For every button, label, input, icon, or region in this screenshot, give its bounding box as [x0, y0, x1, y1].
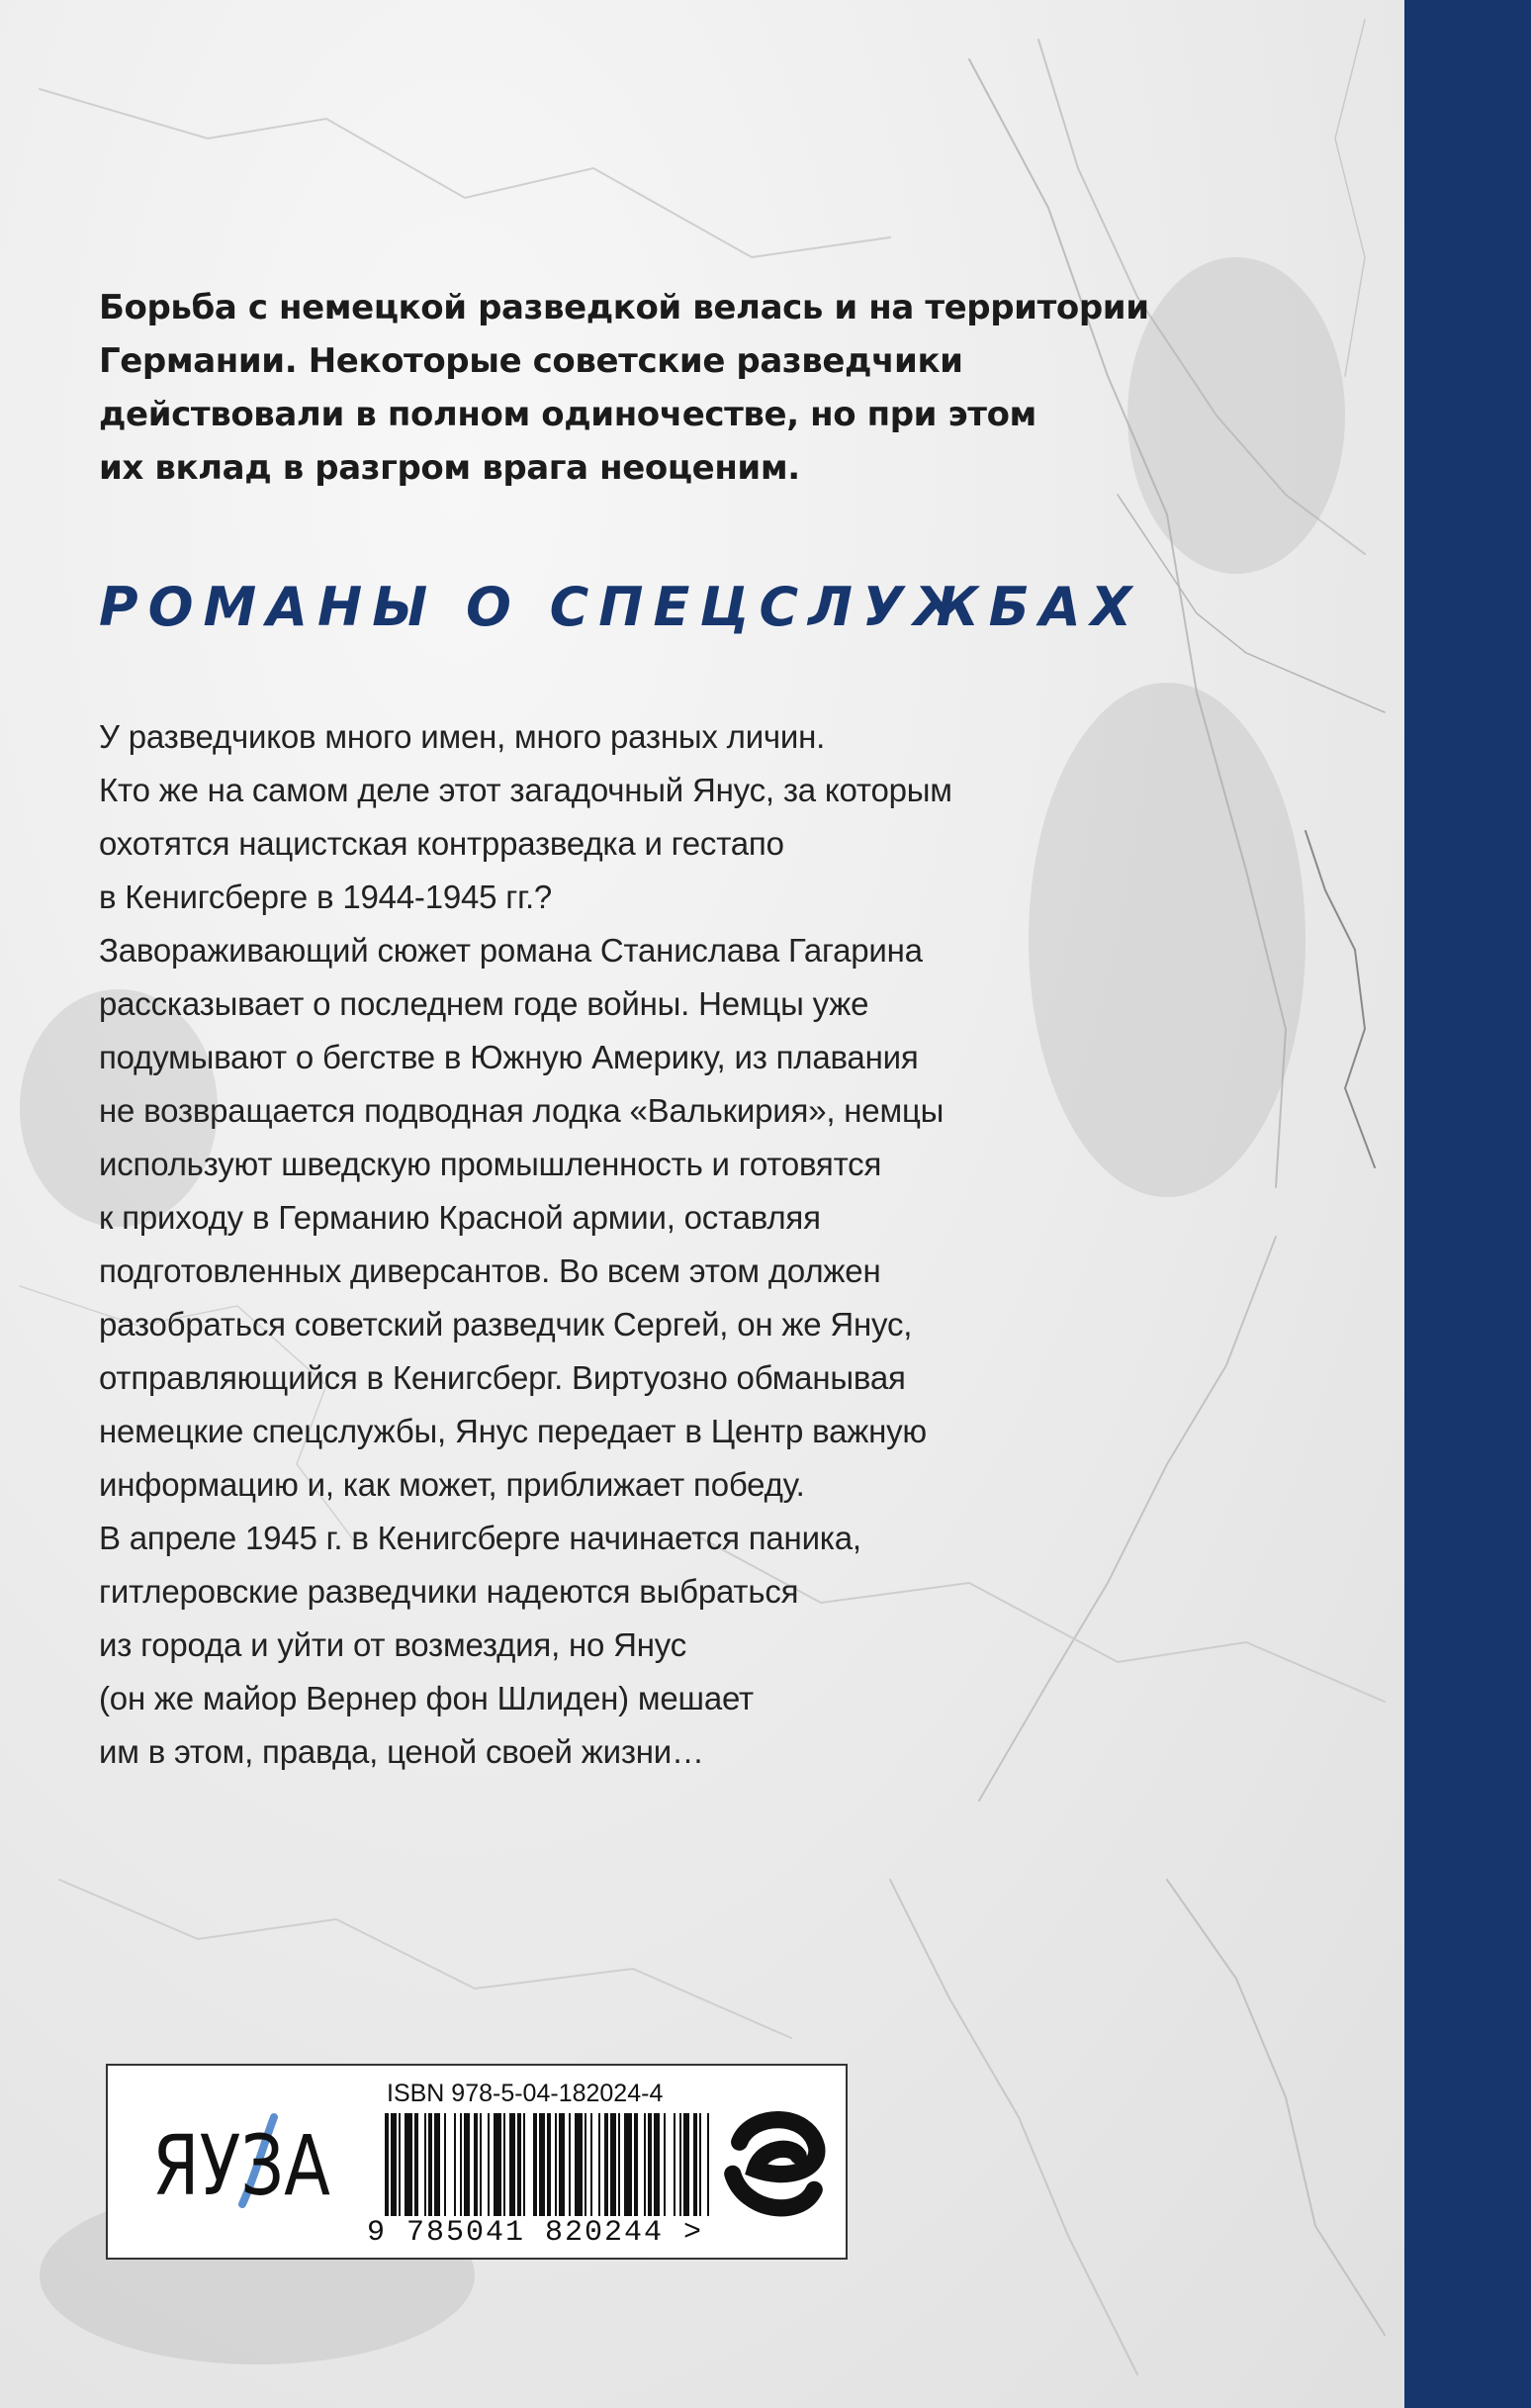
barcode-bar [533, 2113, 537, 2216]
barcode-bar [598, 2113, 600, 2216]
barcode-bar [464, 2113, 470, 2216]
spine-color-band [1404, 0, 1531, 2408]
annotation-line: У разведчиков много имен, много разных личин. [99, 718, 826, 755]
annotation-line: гитлеровские разведчики надеются выбраться [99, 1573, 799, 1610]
eksmo-logo-icon [715, 2101, 832, 2226]
annotation-line: (он же майор Вернер фон Шлиден) мешает [99, 1680, 754, 1716]
annotation-line: рассказывает о последнем годе войны. Немцы уже [99, 985, 869, 1022]
barcode-bar [494, 2113, 501, 2216]
lead-line: их вклад в разгром врага неоценим. [99, 448, 800, 488]
annotation-line: Завораживающий сюжет романа Станислава Гагарина [99, 932, 923, 969]
barcode-bar [385, 2113, 389, 2216]
barcode-bar [555, 2113, 557, 2216]
barcode-bar [523, 2113, 525, 2216]
barcode-bar [707, 2113, 709, 2216]
barcode-bar [569, 2113, 571, 2216]
barcode-bar [444, 2113, 446, 2216]
yauza-logo [147, 2109, 335, 2218]
annotation-line: в Кенигсберге в 1944-1945 гг.? [99, 879, 553, 915]
barcode-bar [399, 2113, 401, 2216]
barcode-bar [674, 2113, 675, 2216]
barcode-digits: 9 785041 820244 > [367, 2216, 704, 2250]
barcode-bar [559, 2113, 565, 2216]
annotation-line: подумывают о бегстве в Южную Америку, из плавания [99, 1039, 919, 1075]
publisher-info-box [106, 2064, 848, 2260]
barcode-bar [509, 2113, 515, 2216]
annotation-line: подготовленных диверсантов. Во всем этом должен [99, 1252, 881, 1289]
barcode-bar [474, 2113, 478, 2216]
barcode-bar [424, 2113, 426, 2216]
annotation-text [99, 710, 1088, 1779]
barcode-bar [391, 2113, 397, 2216]
barcode-icon [385, 2113, 711, 2216]
barcode-bar [654, 2113, 660, 2216]
annotation-line: разобраться советский разведчик Сергей, он же Янус, [99, 1306, 913, 1343]
barcode-bar [480, 2113, 482, 2216]
barcode-bar [585, 2113, 586, 2216]
barcode-bar [488, 2113, 490, 2216]
annotation-line: Кто же на самом деле этот загадочный Янус, за которым [99, 772, 952, 808]
barcode-bar [693, 2113, 697, 2216]
annotation-line: им в этом, правда, ценой своей жизни… [99, 1733, 704, 1770]
barcode-bar [618, 2113, 620, 2216]
annotation-line: отправляющийся в Кенигсберг. Виртуозно обманывая [99, 1359, 906, 1396]
barcode-bar [539, 2113, 545, 2216]
barcode-bar [679, 2113, 681, 2216]
barcode-bar [414, 2113, 418, 2216]
annotation-line: охотятся нацистская контрразведка и гестапо [99, 825, 784, 862]
annotation-line: к приходу в Германию Красной армии, оставляя [99, 1199, 821, 1236]
barcode-bar [590, 2113, 592, 2216]
barcode-bar [434, 2113, 440, 2216]
annotation-line: не возвращается подводная лодка «Валькирия», немцы [99, 1092, 945, 1129]
barcode-bar [683, 2113, 689, 2216]
barcode-bar [454, 2113, 456, 2216]
barcode-bar [664, 2113, 666, 2216]
barcode-bar [644, 2113, 646, 2216]
annotation-line: из города и уйти от возмездия, но Янус [99, 1626, 687, 1663]
barcode-bar [575, 2113, 583, 2216]
annotation-line: немецкие спецслужбы, Янус передает в Центр важную [99, 1413, 927, 1449]
isbn-number: ISBN 978-5-04-182024-4 [387, 2080, 664, 2107]
lead-paragraph [99, 281, 1149, 495]
lead-line: Германии. Некоторые советские разведчики [99, 341, 963, 381]
barcode-bar [604, 2113, 608, 2216]
barcode-bar [648, 2113, 652, 2216]
barcode-bar [610, 2113, 616, 2216]
barcode-bar [547, 2113, 551, 2216]
barcode-bar [624, 2113, 632, 2216]
barcode-bar [634, 2113, 638, 2216]
barcode-bar [405, 2113, 412, 2216]
publisher-logo-text: ЯУЗА [152, 2117, 330, 2214]
lead-line: Борьба с немецкой разведкой велась и на территории [99, 288, 1149, 327]
barcode-bar [428, 2113, 432, 2216]
annotation-line: информацию и, как может, приближает победу. [99, 1466, 805, 1503]
annotation-line: В апреле 1945 г. в Кенигсберге начинается паника, [99, 1520, 861, 1556]
series-title: РОМАНЫ О СПЕЦСЛУЖБАХ [99, 576, 1142, 638]
lead-line: действовали в полном одиночестве, но при этом [99, 395, 1036, 434]
barcode-bar [460, 2113, 462, 2216]
barcode-bar [503, 2113, 505, 2216]
barcode-bar [517, 2113, 521, 2216]
annotation-line: используют шведскую промышленность и готовятся [99, 1146, 882, 1182]
barcode-bar [699, 2113, 701, 2216]
